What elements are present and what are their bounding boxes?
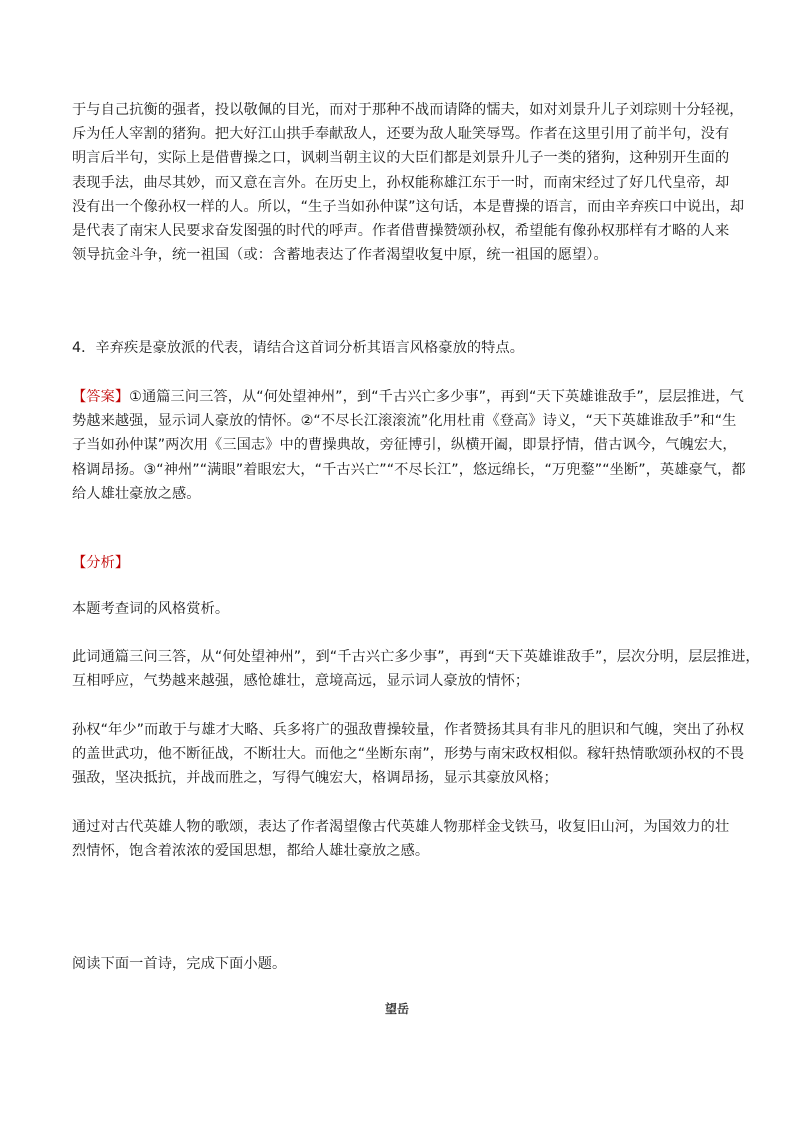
text-line: 斥为任人宰割的猪狗。把大好江山拱手奉献敌人，还要为敌人耻笑辱骂。作者在这里引用了前半句，没有 xyxy=(72,126,730,143)
analysis-paragraph-3 xyxy=(72,815,744,863)
answer-block xyxy=(72,385,744,506)
analysis-paragraph-2 xyxy=(72,718,744,791)
text-line: 没有出一个像孙权一样的人。所以，“生子当如孙仲谋”这句话，本是曹操的语言，而由辛弃疾口中说出，却 xyxy=(72,198,745,215)
poem-title: 望岳 xyxy=(384,1002,409,1016)
text-line: ①通篇三问三答，从“何处望神州”，到“千古兴亡多少事”，再到“天下英雄谁敌手”，层层推进，气 xyxy=(129,389,744,405)
answer-paragraph-continued xyxy=(72,98,744,267)
analysis-paragraph-1 xyxy=(72,645,760,693)
text-line: 子当如孙仲谋”两次用《三国志》中的曹操典故，旁征博引，纵横开阖，即景抒情，借古讽今，气魄宏大， xyxy=(72,437,737,454)
text-line: 是代表了南宋人民要求奋发图强的时代的呼声。作者借曹操赞颂孙权，希望能有像孙权那样有才略的人来 xyxy=(72,223,730,240)
text-line: 通过对古代英雄人物的歌颂，表达了作者渴望像古代英雄人物那样金戈铁马，收复旧山河，为国效力的壮 xyxy=(72,819,730,835)
text-line: 于与自己抗衡的强者，投以敬佩的目光，而对于那种不战而请降的懦夫，如对刘景升儿子刘琮则十分轻视， xyxy=(72,102,744,118)
question-text: 4．辛弃疾是豪放派的代表，请结合这首词分析其语言风格豪放的特点。 xyxy=(72,340,525,356)
text-line: 势越来越强，显示词人豪放的情怀。②“不尽长江滚滚流”化用杜甫《登高》诗义，“天下英雄谁敌手”和“生 xyxy=(72,413,737,430)
text-line: 此词通篇三问三答，从“何处望神州”，到“千古兴亡多少事”，再到“天下英雄谁敌手”，层次分明，层层推进， xyxy=(72,649,760,665)
answer-tag: 【答案】 xyxy=(72,389,130,405)
text-line: 领导抗金斗争，统一祖国（或：含蓄地表达了作者渴望收复中原，统一祖国的愿望）。 xyxy=(72,247,608,264)
question-4 xyxy=(72,336,744,360)
text-line: 孙权“年少”而敢于与雄才大略、兵多将广的强敌曹操较量，作者赞扬其具有非凡的胆识和气魄，突出了孙权 xyxy=(72,722,745,738)
text-line: 格调昂扬。③“神州”“满眼”着眼宏大，“千古兴亡”“不尽长江”，悠远绵长，“万兜鍪”“坐断”，英雄豪气，都 xyxy=(72,461,746,478)
text-line: 的盖世武功，他不断征战，不断壮大。而他之“坐断东南”，形势与南宋政权相似。稼轩热情歌颂孙权的不畏 xyxy=(72,746,745,763)
text-line: 烈情怀，饱含着浓浓的爱国思想，都给人雄壮豪放之感。 xyxy=(72,843,430,860)
text-line: 表现手法，曲尽其妙，而又意在言外。在历史上，孙权能称雄江东于一时，而南宋经过了好几代皇帝，却 xyxy=(72,174,730,191)
text-line: 强敌，坚决抵抗，并战而胜之，写得气魄宏大，格调昂扬，显示其豪放风格； xyxy=(72,770,558,787)
text-line: 互相呼应，气势越来越强，感怆雄壮，意境高远，显示词人豪放的情怀； xyxy=(72,673,530,690)
analysis-heading xyxy=(72,551,744,575)
text-line: 明言后半句，实际上是借曹操之口，讽刺当朝主议的大臣们都是刘景升儿子一类的猪狗，这种别开生面的 xyxy=(72,150,730,167)
analysis-intro: 本题考查词的风格赏析。 xyxy=(72,601,230,617)
analysis-tag: 【分析】 xyxy=(72,555,130,571)
text-line: 给人雄壮豪放之感。 xyxy=(72,485,201,502)
next-instruction: 阅读下面一首诗，完成下面小题。 xyxy=(72,956,287,972)
